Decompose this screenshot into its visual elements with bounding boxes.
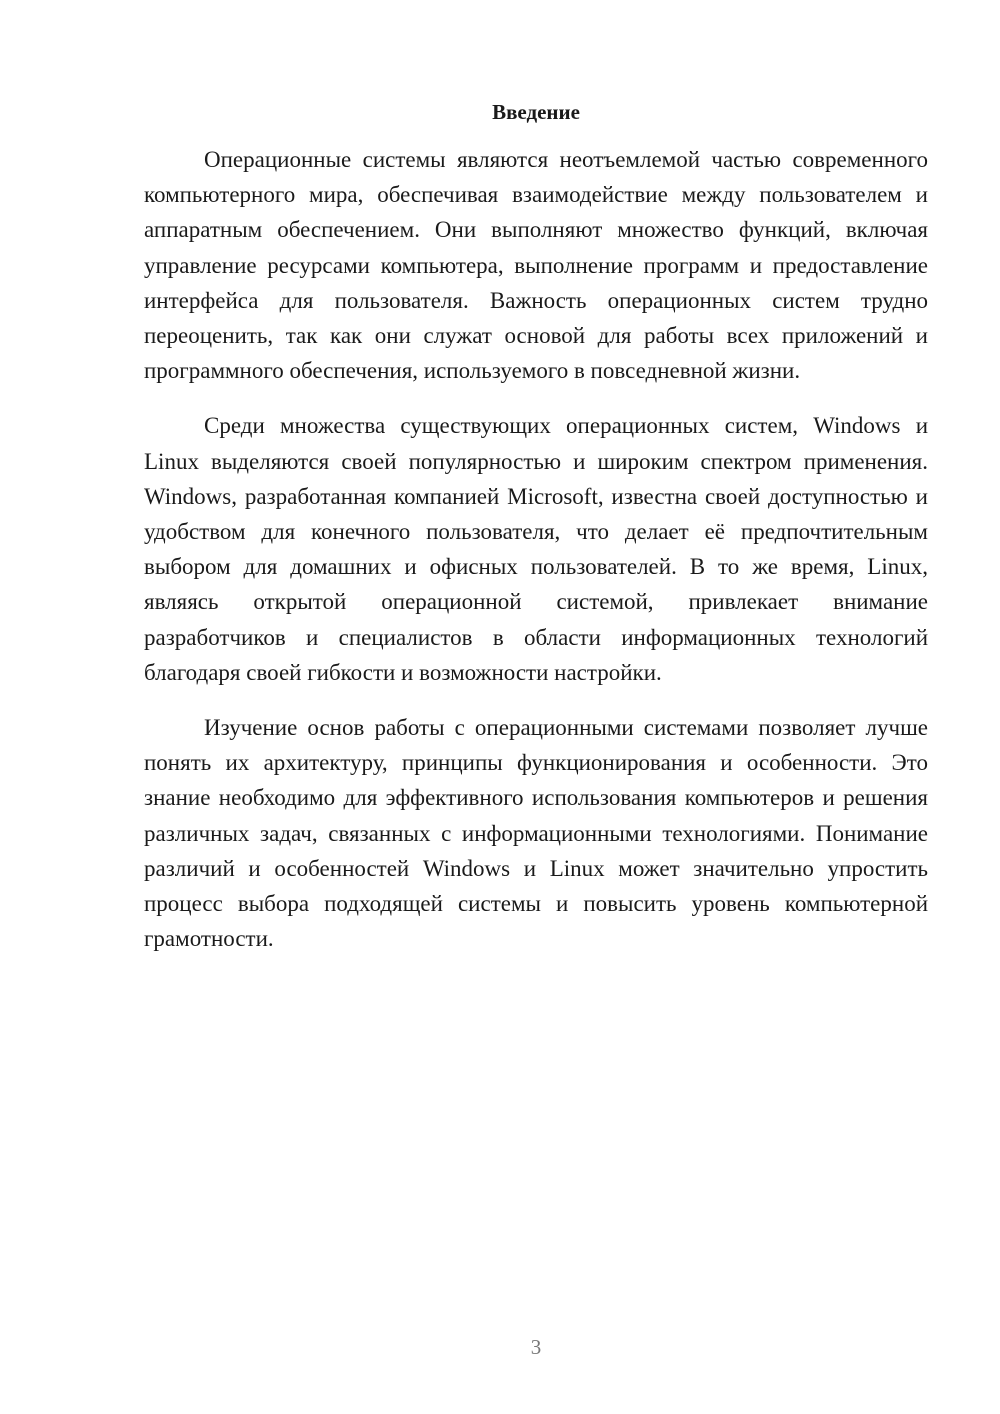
body-text (144, 142, 928, 976)
paragraph-2: Среди множества существующих операционных систем, Windows и Linux выделяются своей популярностью и широким спектром применения. Windows, разработанная компанией Microsoft, известна своей доступностью и удобством для конечного пользователя, что делает её предпочтительным выбором для домашних и офисных пользователей. В то же время, Linux, являясь открытой операционной системой, привлекает внимание разработчиков и специалистов в области информационных технологий благодаря своей гибкости и возможности настройки. (144, 413, 928, 685)
section-heading: Введение (492, 100, 580, 124)
page-number: 3 (530, 1335, 542, 1359)
paragraph-1: Операционные системы являются неотъемлемой частью современного компьютерного мира, обеспечивая взаимодействие между пользователем и аппаратным обеспечением. Они выполняют множество функций, включая управление ресурсами компьютера, выполнение программ и предоставление интерфейса для пользователя. Важность операционных систем трудно переоценить, так как они служат основой для работы всех приложений и программного обеспечения, используемого в повседневной жизни. (144, 147, 928, 384)
paragraph-3: Изучение основ работы с операционными системами позволяет лучше понять их архитектуру, принципы функционирования и особенности. Это знание необходимо для эффективного использования компьютеров и решения различных задач, связанных с информационными технологиями. Понимание различий и особенностей Windows и Linux может значительно упростить процесс выбора подходящей системы и повысить уровень компьютерной грамотности. (144, 715, 928, 952)
